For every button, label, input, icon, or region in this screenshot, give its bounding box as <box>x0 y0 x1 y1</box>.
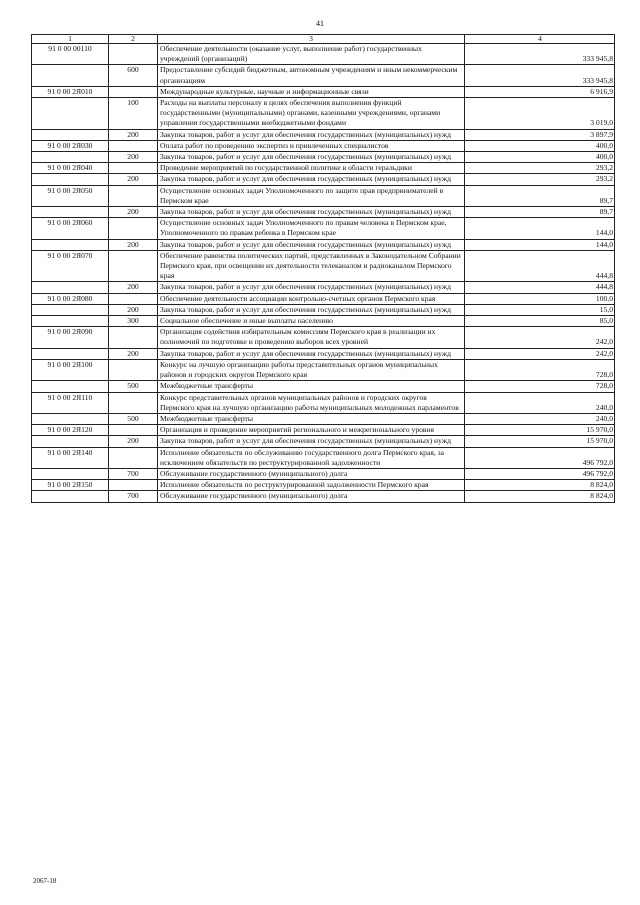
item-name-cell: Оплата работ по проведению экспертиз и привлеченных специалистов <box>158 140 465 151</box>
target-code-cell: 91 0 00 2Я100 <box>32 359 109 380</box>
expense-type-cell: 200 <box>109 174 158 185</box>
table-row <box>32 98 615 130</box>
expense-type-cell: 300 <box>109 316 158 327</box>
expense-type-cell <box>109 359 158 380</box>
target-code-cell <box>32 282 109 293</box>
expense-type-cell: 700 <box>109 491 158 502</box>
expense-type-cell: 700 <box>109 468 158 479</box>
item-name-cell: Конкурс представительных органов муниципальных районов и городских округов Пермского края на лучшую организацию работы муниципальных молодежных парламентов <box>158 392 465 413</box>
expense-type-cell <box>109 447 158 468</box>
item-name-cell: Закупка товаров, работ и услуг для обеспечения государственных (муниципальных) нужд <box>158 348 465 359</box>
expense-type-cell: 200 <box>109 282 158 293</box>
target-code-cell <box>32 65 109 86</box>
item-name-cell: Закупка товаров, работ и услуг для обеспечения государственных (муниципальных) нужд <box>158 436 465 447</box>
table-row <box>32 413 615 424</box>
amount-cell: 3 897,9 <box>465 129 615 140</box>
expense-type-cell: 200 <box>109 436 158 447</box>
item-name-cell: Межбюджетные трансферты <box>158 381 465 392</box>
table-row <box>32 392 615 413</box>
expense-type-cell <box>109 86 158 97</box>
expense-type-cell <box>109 185 158 206</box>
table-row <box>32 239 615 250</box>
target-code-cell: 91 0 00 2Я050 <box>32 185 109 206</box>
amount-cell: 240,0 <box>465 413 615 424</box>
expense-type-cell: 100 <box>109 98 158 130</box>
amount-cell: 496 792,0 <box>465 468 615 479</box>
item-name-cell: Закупка товаров, работ и услуг для обеспечения государственных (муниципальных) нужд <box>158 129 465 140</box>
item-name-cell: Обеспечение равенства политических партий, представленных в Законодательном Собрании Пермского края, при освещении их деятельности телеканалом и радиоканалом Пермского края <box>158 250 465 282</box>
table-row <box>32 316 615 327</box>
target-code-cell <box>32 348 109 359</box>
item-name-cell: Межбюджетные трансферты <box>158 413 465 424</box>
document-code: 2067-18 <box>33 877 57 885</box>
column-header-1: 1 <box>32 35 109 44</box>
item-name-cell: Организация содействия избирательным комиссиям Пермского края в реализации их полномочий по подготовке и проведению выборов всех уровней <box>158 327 465 348</box>
amount-cell: 6 916,9 <box>465 86 615 97</box>
target-code-cell <box>32 174 109 185</box>
amount-cell: 240,0 <box>465 392 615 413</box>
item-name-cell: Исполнение обязательств по реструктурированной задолженности Пермского края <box>158 480 465 491</box>
amount-cell: 89,7 <box>465 207 615 218</box>
amount-cell: 400,0 <box>465 140 615 151</box>
amount-cell: 728,0 <box>465 359 615 380</box>
expense-type-cell: 200 <box>109 129 158 140</box>
expense-type-cell: 200 <box>109 239 158 250</box>
table-row <box>32 207 615 218</box>
item-name-cell: Предоставление субсидий бюджетным, автономным учреждениям и иным некоммерческим организациям <box>158 65 465 86</box>
expense-type-cell: 200 <box>109 304 158 315</box>
expense-type-cell <box>109 44 158 65</box>
table-row <box>32 163 615 174</box>
expense-type-cell <box>109 293 158 304</box>
item-name-cell: Обеспечение деятельности (оказание услуг, выполнение работ) государственных учреждений (организаций) <box>158 44 465 65</box>
target-code-cell <box>32 316 109 327</box>
item-name-cell: Закупка товаров, работ и услуг для обеспечения государственных (муниципальных) нужд <box>158 207 465 218</box>
target-code-cell: 91 0 00 2Я070 <box>32 250 109 282</box>
target-code-cell <box>32 239 109 250</box>
amount-cell: 8 824,0 <box>465 480 615 491</box>
table-row <box>32 293 615 304</box>
amount-cell: 85,0 <box>465 316 615 327</box>
expense-type-cell <box>109 425 158 436</box>
target-code-cell: 91 0 00 2Я060 <box>32 218 109 239</box>
target-code-cell <box>32 381 109 392</box>
expense-type-cell: 500 <box>109 413 158 424</box>
table-header-row <box>32 35 615 44</box>
table-body <box>32 35 615 503</box>
target-code-cell <box>32 304 109 315</box>
table-row <box>32 425 615 436</box>
table-row <box>32 86 615 97</box>
target-code-cell <box>32 98 109 130</box>
expense-type-cell <box>109 218 158 239</box>
target-code-cell: 91 0 00 2Я080 <box>32 293 109 304</box>
target-code-cell <box>32 491 109 502</box>
item-name-cell: Конкурс на лучшую организацию работы представительных органов муниципальных районов и городских округов Пермского края <box>158 359 465 380</box>
column-header-3: 3 <box>158 35 465 44</box>
item-name-cell: Закупка товаров, работ и услуг для обеспечения государственных (муниципальных) нужд <box>158 282 465 293</box>
amount-cell: 293,2 <box>465 163 615 174</box>
table-row <box>32 491 615 502</box>
expense-type-cell <box>109 250 158 282</box>
table-row <box>32 129 615 140</box>
page-number: 41 <box>316 19 324 28</box>
table-row <box>32 185 615 206</box>
target-code-cell: 91 0 00 2Я040 <box>32 163 109 174</box>
item-name-cell: Закупка товаров, работ и услуг для обеспечения государственных (муниципальных) нужд <box>158 239 465 250</box>
amount-cell: 444,8 <box>465 250 615 282</box>
target-code-cell <box>32 129 109 140</box>
amount-cell: 333 945,8 <box>465 44 615 65</box>
target-code-cell: 91 0 00 2Я120 <box>32 425 109 436</box>
table-row <box>32 174 615 185</box>
target-code-cell: 91 0 00 2Я140 <box>32 447 109 468</box>
budget-table <box>31 34 615 503</box>
table-row <box>32 152 615 163</box>
amount-cell: 728,0 <box>465 381 615 392</box>
table-row <box>32 348 615 359</box>
expense-type-cell <box>109 392 158 413</box>
table-row <box>32 480 615 491</box>
item-name-cell: Осуществление основных задач Уполномоченного по защите прав предпринимателей в Пермском крае <box>158 185 465 206</box>
target-code-cell <box>32 413 109 424</box>
target-code-cell: 91 0 00 2Я150 <box>32 480 109 491</box>
amount-cell: 144,0 <box>465 239 615 250</box>
item-name-cell: Организация и проведение мероприятий регионального и межрегионального уровня <box>158 425 465 436</box>
expense-type-cell <box>109 163 158 174</box>
amount-cell: 15,0 <box>465 304 615 315</box>
item-name-cell: Проведение мероприятий по государственной политике в области геральдики <box>158 163 465 174</box>
table-row <box>32 282 615 293</box>
amount-cell: 242,0 <box>465 348 615 359</box>
target-code-cell: 91 0 00 00110 <box>32 44 109 65</box>
item-name-cell: Социальное обеспечение и иные выплаты населению <box>158 316 465 327</box>
item-name-cell: Расходы на выплаты персоналу в целях обеспечения выполнения функций государственными (муниципальными) органами, казенными учреждениями, органами управления государственными внебюджетными фондами <box>158 98 465 130</box>
target-code-cell <box>32 207 109 218</box>
table-row <box>32 468 615 479</box>
amount-cell: 15 970,0 <box>465 425 615 436</box>
table-row <box>32 359 615 380</box>
item-name-cell: Обслуживание государственного (муниципального) долга <box>158 491 465 502</box>
table-row <box>32 250 615 282</box>
expense-type-cell <box>109 140 158 151</box>
table-row <box>32 44 615 65</box>
table-row <box>32 140 615 151</box>
expense-type-cell: 200 <box>109 152 158 163</box>
target-code-cell <box>32 436 109 447</box>
amount-cell: 400,0 <box>465 152 615 163</box>
item-name-cell: Закупка товаров, работ и услуг для обеспечения государственных (муниципальных) нужд <box>158 152 465 163</box>
item-name-cell: Обслуживание государственного (муниципального) долга <box>158 468 465 479</box>
amount-cell: 333 945,8 <box>465 65 615 86</box>
item-name-cell: Закупка товаров, работ и услуг для обеспечения государственных (муниципальных) нужд <box>158 174 465 185</box>
item-name-cell: Закупка товаров, работ и услуг для обеспечения государственных (муниципальных) нужд <box>158 304 465 315</box>
target-code-cell: 91 0 00 2Я090 <box>32 327 109 348</box>
amount-cell: 8 824,0 <box>465 491 615 502</box>
amount-cell: 496 792,0 <box>465 447 615 468</box>
target-code-cell <box>32 152 109 163</box>
amount-cell: 144,0 <box>465 218 615 239</box>
amount-cell: 3 019,0 <box>465 98 615 130</box>
table-row <box>32 436 615 447</box>
expense-type-cell: 200 <box>109 207 158 218</box>
table-row <box>32 218 615 239</box>
item-name-cell: Обеспечение деятельности ассоциации контрольно-счетных органов Пермского края <box>158 293 465 304</box>
target-code-cell <box>32 468 109 479</box>
item-name-cell: Осуществление основных задач Уполномоченного по правам человека в Пермском крае, Уполномоченного по правам ребенка в Пермском крае <box>158 218 465 239</box>
amount-cell: 293,2 <box>465 174 615 185</box>
target-code-cell: 91 0 00 2Я030 <box>32 140 109 151</box>
table-row <box>32 327 615 348</box>
column-header-2: 2 <box>109 35 158 44</box>
table-row <box>32 447 615 468</box>
expense-type-cell <box>109 327 158 348</box>
item-name-cell: Исполнение обязательств по обслуживанию государственного долга Пермского края, за исключением обязательств по реструктурированной задолженности <box>158 447 465 468</box>
expense-type-cell <box>109 480 158 491</box>
amount-cell: 89,7 <box>465 185 615 206</box>
column-header-4: 4 <box>465 35 615 44</box>
amount-cell: 242,0 <box>465 327 615 348</box>
item-name-cell: Международные культурные, научные и информационные связи <box>158 86 465 97</box>
expense-type-cell: 200 <box>109 348 158 359</box>
table-row <box>32 381 615 392</box>
amount-cell: 444,8 <box>465 282 615 293</box>
target-code-cell: 91 0 00 2Я110 <box>32 392 109 413</box>
amount-cell: 100,0 <box>465 293 615 304</box>
target-code-cell: 91 0 00 2Я010 <box>32 86 109 97</box>
table-row <box>32 304 615 315</box>
table-row <box>32 65 615 86</box>
expense-type-cell: 600 <box>109 65 158 86</box>
expense-type-cell: 500 <box>109 381 158 392</box>
amount-cell: 15 970,0 <box>465 436 615 447</box>
